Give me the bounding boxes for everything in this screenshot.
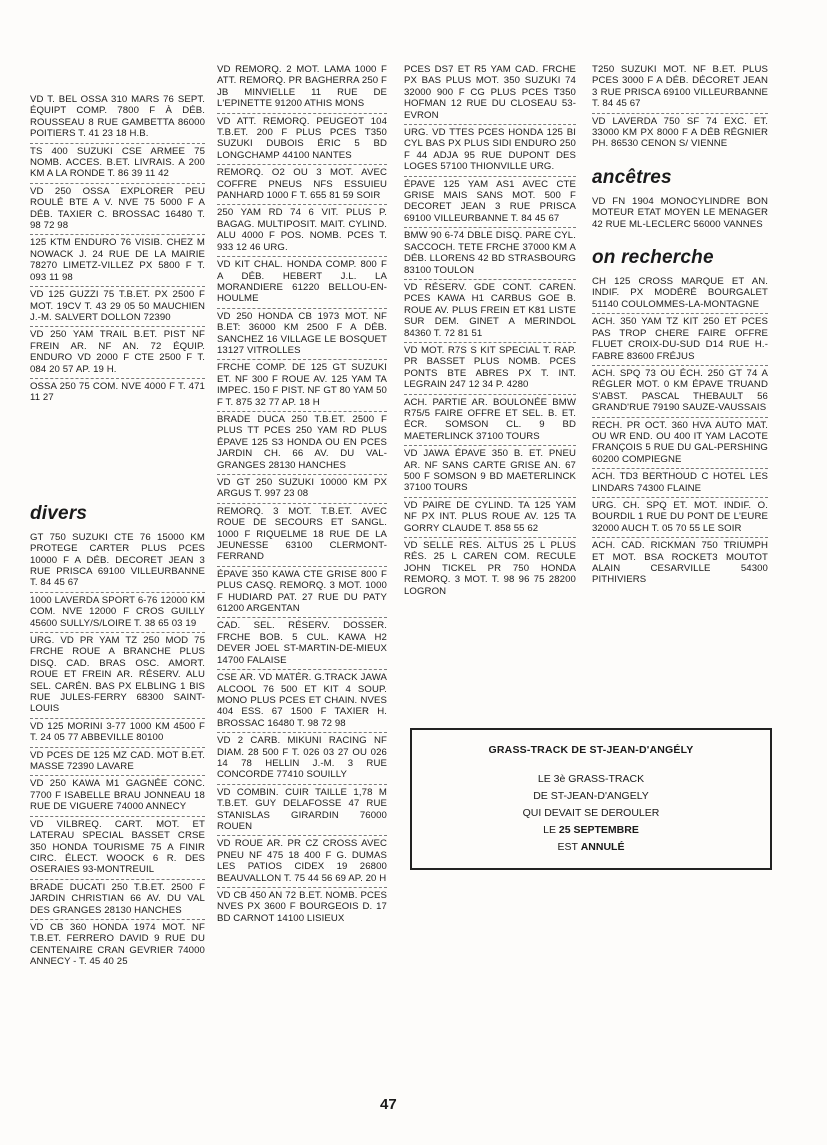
classified-ad: VD REMORQ. 2 MOT. LAMA 1000 F ATT. REMORQ. PR BAGHERRA 250 F JB MINVIELLE 11 RUE DE L'EPINETTE 91200 ATHIS MONS <box>217 62 387 114</box>
notice-status: ANNULÉ <box>580 841 625 853</box>
classified-ad: VD 250 KAWA M1 GAGNÉE CONC. 7700 F ISABELLE BRAU JONNEAU 18 RUE DE VIGUERE 74000 ANNECY <box>30 776 205 816</box>
section-heading-ancetres: ancêtres <box>592 166 672 188</box>
classified-ad: ACH. CAD. RICKMAN 750 TRIUMPH ET MOT. BSA ROCKET3 MOUTOT ALAIN CESARVILLE 54300 PITHIVIERS <box>592 540 768 586</box>
classified-ad: VD 250 YAM TRAIL B.ET. PIST NF FREIN AR. NF AN. 72 ÉQUIP. ENDURO VD 2000 F CTE 2500 F T. 084 20 57 AP. 19 H. <box>30 327 205 379</box>
classified-ad: URG. VD TTES PCES HONDA 125 BI CYL BAS PX PLUS SIDI ENDURO 250 F 44 ADJA 95 RUE DUPONT DES LOGES 57100 THIONVILLE URG. <box>404 125 576 177</box>
classified-ad: CSE AR. VD MATÉR. G.TRACK JAWA ALCOOL 76 500 ET KIT 4 SOUP. MONO PLUS PCES ET CHAIN. NVES 404 ESS. 67 1500 F TAXIER H. BROSSAC 16480 T. 98 72 98 <box>217 670 387 733</box>
notice-text: LE <box>543 824 559 836</box>
classified-ad: VD FN 1904 MONOCYLINDRE BON MOTEUR ETAT MOYEN LE MENAGER 42 RUE ML-LECLERC 56000 VANNES <box>592 195 768 230</box>
classified-ad: CH 125 CROSS MARQUE ET AN. INDIF. PX MODÉRÉ BOURGALET 51140 COULOMMES-LA-MONTAGNE <box>592 274 768 314</box>
classified-ad: VD PCES DE 125 MZ CAD. MOT B.ET. MASSE 72390 LAVARE <box>30 748 205 777</box>
classified-ad: VD KIT CHAL. HONDA COMP. 800 F A DÉB. HEBERT J.L. LA MORANDIERE 61220 BELLOU-EN-HOULME <box>217 257 387 309</box>
notice-line: LE 3è GRASS-TRACK <box>537 773 645 785</box>
notice-text: EST <box>557 841 581 853</box>
classified-ad: RECH. PR OCT. 360 HVA AUTO MAT. OU WR END. OU 400 IT YAM LACOTE FRANÇOIS 5 RUE DU GAL-PERSHING 60200 COMPIEGNE <box>592 418 768 470</box>
classified-ad: ACH. 350 YAM TZ KIT 250 ET PCES PAS TROP CHERE FAIRE OFFRE FLUET CROIX-DU-SUD D14 RUE H.-FABRE 83600 FRÉJUS <box>592 314 768 366</box>
classified-ad: VD 250 HONDA CB 1973 MOT. NF B.ET: 36000 KM 2500 F A DÉB. SANCHEZ 16 VILLAGE LE BOSQUET 13127 VITROLLES <box>217 309 387 361</box>
column-2 <box>217 62 387 927</box>
column-4 <box>592 62 768 589</box>
ad-list <box>592 274 768 589</box>
classified-ad: ÉPAVE 350 KAWA CTE GRISE 800 F PLUS CASQ. REMORQ. 3 MOT. 1000 F HUDIARD PAT. 27 RUE DU PATY 61200 ARGENTAN <box>217 567 387 619</box>
column-3 <box>404 62 576 600</box>
classified-ad: BRADE DUCA 250 T.B.ET. 2500 F PLUS TT PCES 250 YAM RD PLUS ÉPAVE 125 S3 HONDA OU EN PCES JARDIN CH. 66 AV. DU VAL-GRANGES 28130 HANCHES <box>217 412 387 475</box>
section-heading-recherche: on recherche <box>592 247 714 269</box>
classified-ad: OSSA 250 75 COM. NVE 4000 F T. 471 11 27 <box>30 380 205 404</box>
notice-line: QUI DEVAIT SE DEROULER <box>522 807 660 819</box>
classified-ad: TS 400 SUZUKI CSE ARMEE 75 NOMB. ACCES. B.ET. LIVRAIS. A 200 KM A LA RONDE T. 86 39 11 42 <box>30 144 205 184</box>
classified-ad: 250 YAM RD 74 6 VIT. PLUS P. BAGAG. MULTIPOSIT. MAIT. CYLIND. ALU 4000 F POS. NOMB. PCES T. 933 12 46 URG. <box>217 205 387 257</box>
classified-ad: URG. VD PR YAM TZ 250 MOD 75 FRCHE ROUE A BRANCHE PLUS DISQ. CAD. BRAS OSC. AMORT. ROUE ET FREIN AR. RÉSERV. ALU SEL. CARÉN. BAS PX ELBLING 1 BIS RUE JULES-FERRY 68300 SAINT-LOUIS <box>30 633 205 719</box>
classified-ad: VD VILBREQ. CART. MOT. ET LATERAU SPECIAL BASSET CRSE 350 HONDA TOURISME 75 A FINIR CIRC. ÉLECT. WOOCK 6 R. DES OSERAIES 93-MONTREUIL <box>30 817 205 880</box>
ad-list <box>30 530 205 971</box>
notice-line: DE ST-JEAN-D'ANGELY <box>533 790 649 802</box>
classified-ad: PCES DS7 ET R5 YAM CAD. FRCHE PX BAS PLUS MOT. 350 SUZUKI 74 32000 900 F CG PLUS PCES T350 HOFMAN 12 RUE DU CLOSEAU 53-EVRON <box>404 62 576 125</box>
classified-ad: ACH. TD3 BERTHOUD C HOTEL LES LINDARS 74300 FLAINE <box>592 469 768 498</box>
classified-ad: BRADE DUCATI 250 T.B.ET. 2500 F JARDIN CHRISTIAN 66 AV. DU VAL DES GRANGES 28130 HANCHES <box>30 880 205 920</box>
classified-ad: VD 2 CARB. MIKUNI RACING NF DIAM. 28 500 F T. 026 03 27 OU 026 14 78 HELLIN J.-M. 3 RUE CONCORDE 77410 SOUILLY <box>217 733 387 785</box>
classified-ad: REMORQ. O2 OU 3 MOT. AVEC COFFRE PNEUS NFS ESSUIEU PANHARD 1000 F T. 655 81 59 SOIR <box>217 165 387 205</box>
ad-list <box>404 62 576 600</box>
section-heading-divers: divers <box>30 502 88 524</box>
notice-title: GRASS-TRACK DE ST-JEAN-D'ANGÉLY <box>488 744 694 756</box>
classified-ad: VD CB 450 AN 72 B.ET. NOMB. PCES NVES PX 3600 F BOURGEOIS D. 17 BD CARNOT 14100 LISIEUX <box>217 890 387 924</box>
ad-list <box>592 194 768 233</box>
classified-ad: VD 250 OSSA EXPLORER PEU ROULÉ BTE A V. NVE 75 5000 F A DÉB. TAXIER C. BROSSAC 16480 T. 98 72 98 <box>30 184 205 236</box>
classified-ad: VD MOT. R7S S KIT SPECIAL T. RAP. PR BASSET PLUS NOMB. PCES PONTS BTE ABRES PX T. INT. LEGRAIN 247 12 34 P. 4280 <box>404 343 576 395</box>
classified-ad: 1000 LAVERDA SPORT 6-76 12000 KM COM. NVE 12000 F CROS GUILLY 45600 SULLY/S/LOIRE T. 38 65 03 19 <box>30 593 205 633</box>
notice-box <box>410 728 772 870</box>
page-number: 47 <box>380 1096 397 1113</box>
ad-list <box>30 92 205 407</box>
classified-ad: T250 SUZUKI MOT. NF B.ET. PLUS PCES 3000 F A DÉB. DÉCORET JEAN 3 RUE PRISCA 69100 VILLEURBANNE T. 84 45 67 <box>592 62 768 114</box>
classified-ad: VD SELLE RES. ALTUS 25 L PLUS RÉS. 25 L CAREN COM. RECULE JOHN TICKEL PR 750 HONDA REMORQ. 3 MOT. T. 98 96 75 28200 LOGRON <box>404 540 576 597</box>
classified-ad: VD CB 360 HONDA 1974 MOT. NF T.B.ET. FERRERO DAVID 9 RUE DU CENTENAIRE CRAN GEVRIER 74000 ANNECY - T. 45 40 25 <box>30 921 205 968</box>
classified-ad: URG. CH. SPQ ET. MOT. INDIF. O. BOURDIL 1 RUE DU PONT DE L'EURE 32000 AUCH T. 05 70 55 LE SOIR <box>592 498 768 538</box>
classified-ad: VD ROUE AR. PR CZ CROSS AVEC PNEU NF 475 18 400 F G. DUMAS LES PATIOS CIDEX 19 26800 BEAUVALLON T. 75 44 56 69 AP. 20 H <box>217 836 387 888</box>
ad-list <box>217 62 387 927</box>
classified-ad: VD 125 MORINI 3-77 1000 KM 4500 F T. 24 05 77 ABBEVILLE 80100 <box>30 719 205 748</box>
classified-ad: VD PAIRE DE CYLIND. TA 125 YAM NF PX INT. PLUS ROUE AV. 125 TA GORRY CLAUDE T. 858 55 62 <box>404 498 576 538</box>
notice-date: 25 SEPTEMBRE <box>558 824 639 836</box>
classified-ad: VD GT 250 SUZUKI 10000 KM PX ARGUS T. 997 23 08 <box>217 475 387 504</box>
classified-ad: VD 125 GUZZI 75 T.B.ET. PX 2500 F MOT. 19CV T. 43 29 05 50 MAUCHIEN J.-M. SALVERT DOLLON 72390 <box>30 287 205 327</box>
classified-ad: VD JAWA ÉPAVE 350 B. ET. PNEU AR. NF SANS CARTE GRISE AN. 67 500 F SOMSON 9 BD MAETERLINCK 37100 TOURS <box>404 446 576 498</box>
classified-ad: 125 KTM ENDURO 76 VISIB. CHEZ M NOWACK J. 24 RUE DE LA MAIRIE 78270 LIMETZ-VILLEZ PX 5800 F T. 093 11 98 <box>30 235 205 287</box>
classified-ad: VD ATT. REMORQ. PEUGEOT 104 T.B.ET. 200 F PLUS PCES T350 SUZUKI DUBOIS ÉRIC 5 BD LONGCHAMP 44100 NANTES <box>217 114 387 166</box>
classified-ad: ACH. PARTIE AR. BOULONÉE BMW R75/5 FAIRE OFFRE ET SEL. B. ET. ÉCR. SOMSON CL. 9 BD MAETERLINCK 37100 TOURS <box>404 395 576 447</box>
classified-ad: ÉPAVE 125 YAM AS1 AVEC CTE GRISE MAIS SANS MOT. 500 F DECORET JEAN 3 RUE PRISCA 69100 VILLEURBANNE T. 84 45 67 <box>404 177 576 229</box>
classified-ad: VD RÉSERV. GDE CONT. CAREN. PCES KAWA H1 CARBUS GOE B. ROUE AV. PLUS FREIN ET K81 LISTE SUR DEM. GINET A MERINDOL 84360 T. 72 81 51 <box>404 280 576 343</box>
classified-ad: CAD. SEL. RÉSERV. DOSSER. FRCHE BOB. 5 CUL. KAWA H2 DEVER JOEL ST-MARTIN-DE-MIEUX 14700 FALAISE <box>217 618 387 670</box>
classified-ad: VD LAVERDA 750 SF 74 EXC. ET. 33000 KM PX 8000 F A DÉB RÉGNIER PH. 86530 CENON S/ VIENNE <box>592 115 768 150</box>
classified-ad: GT 750 SUZUKI CTE 76 15000 KM PROTEGE CARTER PLUS PCES 10000 F A DÉB. DECORET JEAN 3 RUE PRISCA 69100 VILLEURBANNE T. 84 45 67 <box>30 530 205 593</box>
classified-ad: BMW 90 6-74 DBLE DISQ. PARE CYL. SACCOCH. TETE FRCHE 37000 KM A DÉB. LLORENS 42 BD STRASBOURG 83100 TOULON <box>404 228 576 280</box>
notice-line <box>412 839 770 856</box>
classified-ad: FRCHE COMP. DE 125 GT SUZUKI ET. NF 300 F ROUE AV. 125 YAM TA IMPEC. 150 F PIST. NF GT 80 YAM 50 F T. 875 32 77 AP. 18 H <box>217 360 387 412</box>
classified-ad: VD COMBIN. CUIR TAILLE 1,78 M T.B.ET. GUY DELAFOSSE 47 RUE STANISLAS GIRARDIN 76000 ROUEN <box>217 785 387 837</box>
classified-ad: VD T. BEL OSSA 310 MARS 76 SEPT. ÉQUIPT COMP. 7800 F À DÉB. ROUSSEAU 8 RUE GAMBETTA 86000 POITIERS T. 41 23 18 H.B. <box>30 92 205 144</box>
notice-line <box>412 822 770 839</box>
column-1 <box>30 92 205 971</box>
classified-ad: REMORQ. 3 MOT. T.B.ET. AVEC ROUE DE SECOURS ET SANGL. 1000 F RIQUELME 18 RUE DE LA JEUNESSE 63100 CLERMONT-FERRAND <box>217 504 387 567</box>
classified-ad: ACH. SPQ 73 OU ÉCH. 250 GT 74 A RÉGLER MOT. 0 KM ÉPAVE TRUAND S'ABST. PASCAL THEBAULT 56 GRAND'RUE 79190 SAUZE-VAUSSAIS <box>592 366 768 418</box>
ad-list <box>592 62 768 153</box>
